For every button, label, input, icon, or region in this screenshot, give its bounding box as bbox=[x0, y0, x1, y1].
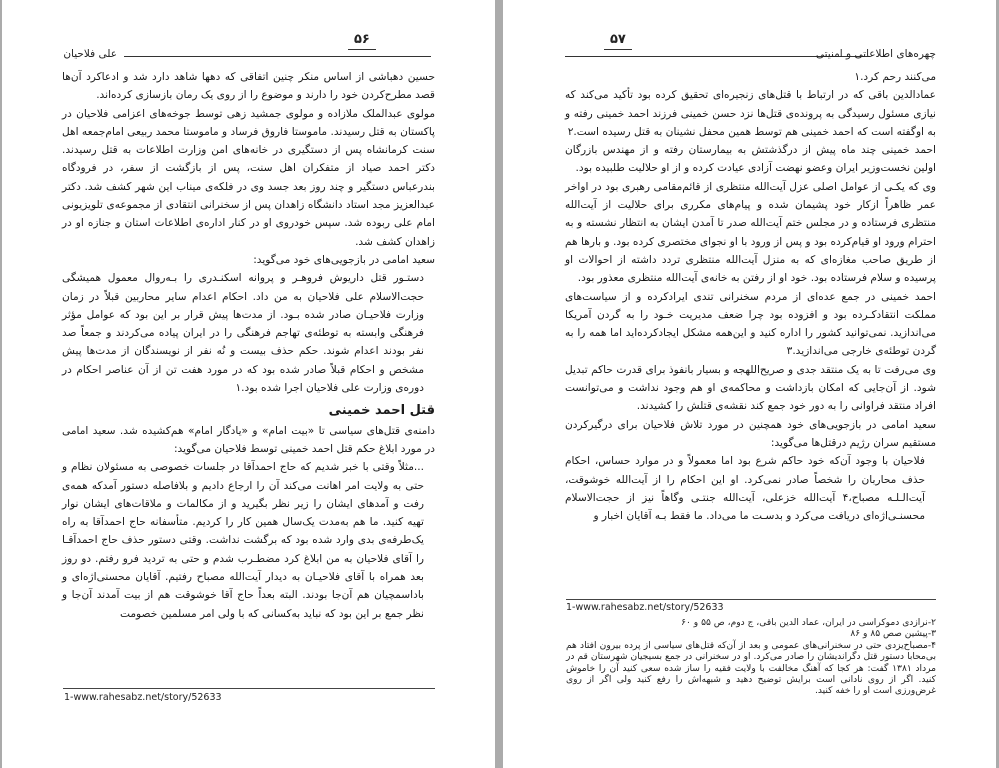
paragraph: احمد خمینی چند ماه پیش از درگذشتش به بیمارستان رفته و از مهندس بازرگان اولین نخست‌وزیر ایران وعضو نهضت آزادی عیادت کرده و از او حلالیت طلبیده بود. bbox=[565, 144, 936, 175]
quote-block: ...مثلاً وقتی با خبر شدیم که حاج احمدآقا در جلسات خصوصی به مسئولان نظام و حتی به ولایت امر اهانت می‌کند آن را ارجاع دادیم و بلافاصله دستور آمدکه همه‌ی رفت و آمدهای ایشان را زیر نظر بگیرید و از مکالمات و ملاقات‌های ایشان نوار تهیه کنید. ما هم به‌مدت یک‌سال همین کار را کردیم. متأسفانه حاج احمدآقا به راه یک‌طرفه‌ی بدی وارد شده بود که برگشت نداشت. وقتی دستور حذف حاج احمدآقـا را آقای فلاحیان به من ابلاغ کرد مضطـرب شدم و حتی به تردید فرو رفتم. دو روز بعد همراه با آقای فلاحیـان به دیدار آیت‌الله مصباح رفتیم. آقایان محسنی‌اژه‌ای و باداسمچیان هم آن‌جا بودند. البته بعداً حاج آقا خوشوقت هم از بیت آمدند آن‌جا و نظر جمع بر این بود که نباید به‌کسانی که با ولی امر مسلمین خصومت bbox=[62, 461, 424, 620]
section-heading: قتل احمد خمینی bbox=[328, 403, 435, 419]
right-page-header bbox=[503, 30, 996, 64]
left-page-number: ۵۶ bbox=[354, 32, 370, 47]
left-page-header bbox=[2, 30, 495, 64]
paragraph: مولوی عبدالملک ملازاده و مولوی جمشید زهی توسط جوخه‌های اعزامی فلاحیان در پاکستان به قتل رسیدند. ماموستا فاروق فرساد و ماموستا محمد ربیعی امام‌جمعه اهل سنت کرمانشاه پس از دستگیری در خانه‌های امن وزارت اطلاعات به قتل رسیدند. دکتر احمد صیاد از متفکران اهل سنت، پس از بازگشت از سفر، در فرودگاه بندرعباس دستگیر و چند روز بعد جسد وی در فلکه‌ی میناب این شهر کشف شد. دکتر عبدالعزیز مجد استاد دانشگاه زاهدان پس از سخنرانی انتقادی از مجموعه‌ی تلویزیونی امام علی ربوده شد. سپس خودروی او در کنار اداره‌ی اطلاعات استان و جنازه او در زاهدان کشف شد. bbox=[62, 107, 435, 248]
right-page bbox=[503, 0, 996, 768]
right-running-title: چهره‌های اطلاعاتی و امنیتی bbox=[815, 48, 936, 60]
right-footnotes bbox=[566, 618, 936, 698]
left-running-title: علی فلاحیان bbox=[63, 48, 117, 60]
paragraph: احمد خمینی در جمع عده‌ای از مردم سخنرانی تندی ایرادکرده و از سیاست‌های مملکت انتقادکـرده بود و افزوده بود چرا ضعف مدیریت خـود را به گردن آمریکا می‌اندازید. نمی‌توانید کشور را اداره کنید و این‌همه مشکل ایجادکرده‌اید اما همه را به گردن توطئه‌ی خارجی می‌اندازید.۳ bbox=[565, 290, 936, 358]
paragraph: عمادالدین باقی که در ارتباط با قتل‌های زنجیره‌ای تحقیق کرده بود تأکید می‌کند که نیازی مسئول رسیدگی به پرونده‌ی قتل‌ها نزد حسن خمینی فرزند احمد خمینی رفته و به اوگفته است که احمد خمینی هم توسط همین محفل نشینان به قتل رسیده است.۲ bbox=[565, 89, 936, 138]
paragraph: وی می‌رفت تا به یک منتقد جدی و صریح‌اللهجه و بسیار بانفوذ برای قدرت حاکم تبدیل شود. از آن‌جایی که امکان بازداشت و محاکمه‌ی او هم وجود نداشت و می‌توانست افراد منتقد فراوانی را به دور خود جمع کند نقشه‌ی قتلش را کشیدند. bbox=[565, 363, 936, 413]
quote-block: دستـور قتل داریوش فروهـر و پروانه اسکنـدری را بـه‌روال معمول همیشگی حجت‌الاسلام علی فلاحیان به من داد. احکام اعدام سایر محاربین قبلاً در زمان وزارت فلاحیـان صادر شده بـود. از مدت‌ها پیش قرار بر این بود که عوامل مؤثر فرهنگی وابسته به توطئه‌ی تهاجم فرهنگی را در ایران پیاده می‌کردند و جمعاً صد نفر بودند اعدام شوند. حکم حذف بیست و نُه نفر از نویسندگان از مدت‌ها پیش مشخص و احکام قبلاً صادر شده بود که در مورد هفت تن از آن عناصر احکام در دوره‌ی وزارت علی فلاحیان اجرا شده بود.۱ bbox=[62, 272, 424, 395]
paragraph: سعید امامی در بازجویی‌های خود همچنین در مورد تلاش فلاحیان برای درگیرکردن مستقیم سران رژیم درقتل‌ها می‌گوید: bbox=[565, 418, 936, 449]
right-footnote-rule bbox=[566, 599, 936, 600]
footnote-item: ۲-نرازدی دموکراسی در ایران، عماد الدین باقی، ج دوم، ص ۵۵ و ۶۰ bbox=[681, 618, 936, 628]
left-header-rule bbox=[124, 56, 431, 57]
quote-block: فلاحیان با وجود آن‌که خود حاکم شرع بود اما معمولاً و در موارد حساس، احکام حذف محاربان را شخصاً صادر نمی‌کرد. او این احکام را از آیت‌الله خوشوقت، آیت‌الـلـه مصباح،۴ آیت‌الله خزعلی، آیت‌الله جنتـی وگاهاً نیز از حجت‌الاسلام محسنـی‌اژه‌ای دریافت می‌کرد و بدسـت ما می‌داد. ما فقط بـه آقایان اخبار و bbox=[565, 455, 925, 523]
right-page-body bbox=[565, 68, 936, 525]
paragraph: سعید امامی در بازجویی‌های خود می‌گوید: bbox=[253, 253, 435, 266]
paragraph: می‌کنند رحم کرد.۱ bbox=[854, 71, 936, 83]
paragraph: حسین دهباشی از اساس منکر چنین اتفاقی که دهها شاهد دارد شد و ادعاکرد آن‌ها قصد مطرح‌کردن خود را دارند و موضوع را از روی یک رمان بازسازی کرده‌اند. bbox=[62, 71, 435, 102]
left-page-body bbox=[62, 68, 435, 623]
left-footnote: 1-www.rahesabz.net/story/52633 bbox=[64, 692, 222, 703]
paragraph: وی که یکـی از عوامل اصلی عزل آیت‌الله منتظری از قائم‌مقامی رهبری بود در اواخر عمر ظاهراً ازکار خود پشیمان شده و پیام‌های مکرری برای حلالیت از آیت‌الله منتظری فرستاده و در مجلس ختم آیت‌الله صدر تا آمدن ایشان به انتظار نشسته و به احترام ورود او قیام‌کرده بود و پس از ورود با او نجوای مختصری کرده بود. و بارها هم از طریق صاحب مغازه‌ای که به منزل آیت‌الله منتظری تردد داشته از احوالات او پرسیده و سلام فرستاده بود. خود او از رفتن به خانه‌ی آیت‌الله منتظری معذور بود. bbox=[565, 180, 936, 285]
footnote-item: ۳-پیشین صص ۸۵ و ۸۶ bbox=[850, 629, 936, 640]
paragraph: دامنه‌ی قتل‌های سیاسی تا «بیت امام» و «یادگار امام» هم‌کشیده شد. سعید امامی در مورد ابلاغ حکم قتل احمد خمینی توسط فلاحیان می‌گوید: bbox=[62, 424, 435, 455]
left-page bbox=[2, 0, 495, 768]
footnote-item: ۴-مصباح‌یزدی حتی در سخنرانی‌های عمومی و بعد از آن‌که قتل‌های سیاسی از پرده بیرون افتاد هم بی‌محابا دستور قتل دگراندیشان را صادر می‌کرد. او در سخنرانی در جمع بسیجیان شهرستان قم در مرداد ۱۳۸۱ گفت: هر کجا که آهنگ مخالفت با ولایت فقیه را ساز شده سعی کنید آن را خاموش کنید. اگر از روی نادانی است برایش توضیح دهید و شبهه‌اش را رفع کنید ولی اگر از روی غرض‌ورزی است او را خفه کنید. bbox=[566, 640, 937, 697]
left-footnote-rule bbox=[63, 688, 435, 689]
right-footnote-link: 1-www.rahesabz.net/story/52633 bbox=[566, 602, 724, 613]
right-page-number: ۵۷ bbox=[610, 32, 626, 47]
